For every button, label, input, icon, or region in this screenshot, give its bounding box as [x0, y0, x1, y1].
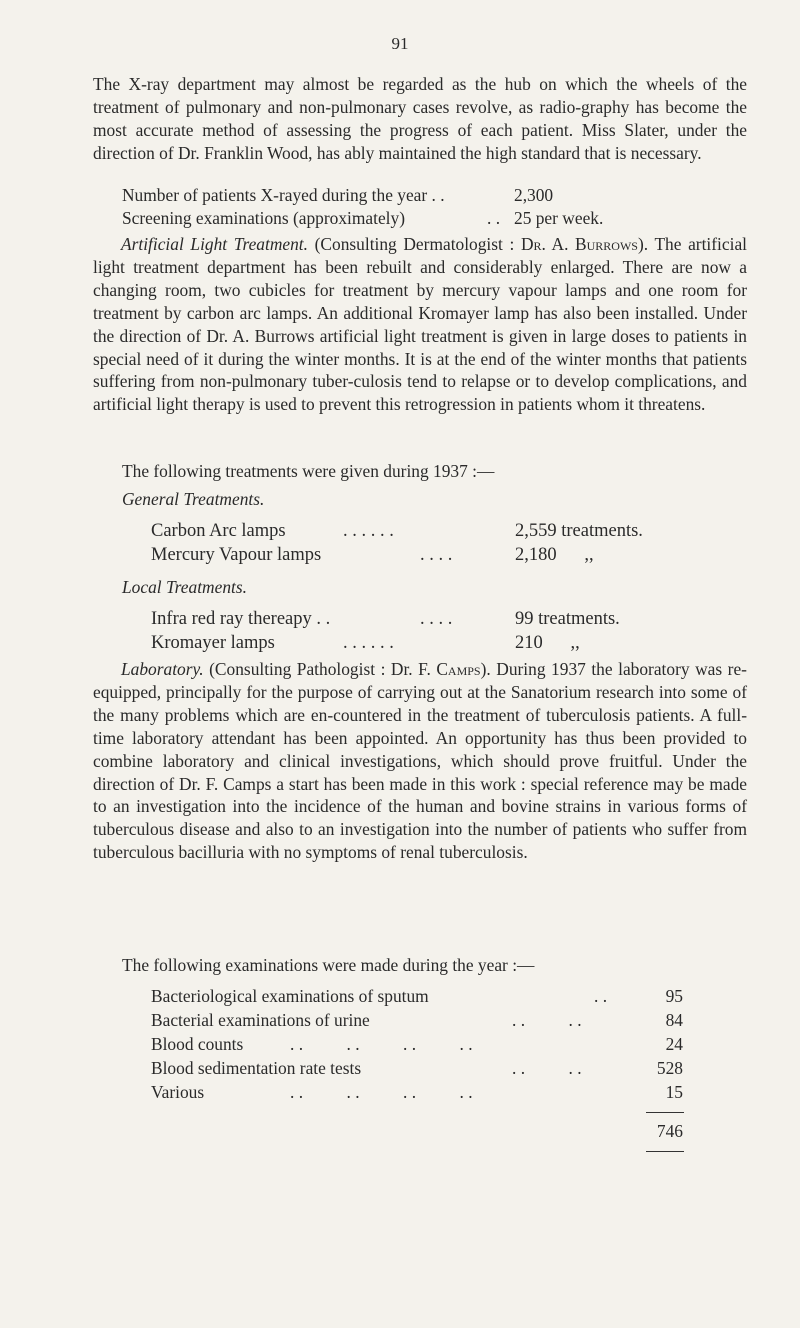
exam-row-label: Bacterial examinations of urine — [151, 1010, 370, 1030]
row-value: 2,559 treatments. — [515, 521, 643, 541]
row-dots: . . . . . . — [343, 633, 394, 653]
exam-row-value: 15 — [665, 1082, 683, 1102]
table-row — [151, 609, 330, 630]
xray-stat-screening-value: 25 per week. — [514, 208, 604, 228]
table-row — [151, 633, 275, 654]
exam-row-label: Various — [151, 1082, 205, 1102]
lab-section — [93, 658, 747, 864]
total-rule-bottom — [646, 1151, 684, 1152]
xray-paragraph: The X-ray department may almost be regarded as the hub on which the wheels of the treatment of pulmonary and non-pulmonary cases revolve, as radio-graphy has become the most accurate method of assessing the progress of each patient. Miss Slater, under the direction of Dr. Franklin Wood, has ably maintained the high standard that is necessary. — [93, 74, 747, 163]
page-number: 91 — [391, 34, 409, 53]
row-dots: . . . . — [420, 545, 453, 565]
exam-row-label: Blood counts — [151, 1034, 244, 1054]
exam-row-dots: . . . . . . . . — [290, 1034, 473, 1054]
row-label: Mercury Vapour lamps — [151, 545, 322, 565]
row-dots: . . . . — [420, 609, 453, 629]
stat-dots: . . — [487, 208, 501, 228]
consultant-name: Camps — [436, 659, 481, 679]
row-value: 99 treatments. — [515, 609, 620, 629]
consultant-prefix: (Consulting Pathologist : Dr. F. — [209, 659, 437, 679]
row-label: Carbon Arc lamps — [151, 521, 286, 541]
light-section — [93, 233, 747, 416]
xray-stat-patients — [122, 185, 445, 206]
exam-row-dots: . . . . — [512, 1010, 582, 1030]
section-heading: Laboratory. — [121, 659, 204, 679]
exam-row-dots: . . . . — [512, 1058, 582, 1078]
row-label: Infra red ray thereapy . . — [151, 609, 331, 629]
consultant-suffix: ). — [480, 659, 491, 679]
stat-label: Screening examinations (approximately) — [122, 208, 405, 228]
table-row — [151, 545, 321, 566]
section-heading: Artificial Light Treatment. — [121, 234, 308, 254]
local-treatments-heading: Local Treatments. — [122, 577, 247, 597]
table-row — [151, 521, 286, 542]
exam-total: 746 — [656, 1121, 683, 1141]
consultant-suffix: ). — [637, 234, 649, 254]
exam-row-label: Bacteriological examinations of sputum — [151, 986, 429, 1006]
exam-row-dots: . . . . . . . . — [290, 1082, 473, 1102]
xray-section — [93, 73, 747, 165]
general-treatments-heading: General Treatments. — [122, 489, 265, 509]
row-dots: . . . . . . — [343, 521, 394, 541]
row-value: 210 ,, — [515, 633, 580, 653]
exam-row-dots: . . — [594, 986, 608, 1006]
exam-row-value: 95 — [665, 986, 683, 1006]
xray-stat-screening — [122, 208, 405, 229]
lab-paragraph: During 1937 the laboratory was re-equipped, principally for the purpose of carrying out at the Sanatorium research into some of the many problems which are en-countered in the treatment of tuberculosis patients. A full-time laboratory attendant has been appointed. An opportunity has thus been provided to combine laboratory and clinical investigations, which should prove fruitful. Under the direction of Dr. F. Camps a start has been made in this work : special reference may be made to an investigation into the incidence of the human and bovine strains in various forms of tuberculous disease and also to an investigation into the number of patients who suffer from tuberculous bacilluria with no symptoms of renal tuberculosis. — [93, 659, 747, 863]
exam-row-label: Blood sedimentation rate tests — [151, 1058, 362, 1078]
xray-stat-patients-value: 2,300 — [514, 185, 554, 205]
row-value: 2,180 ,, — [515, 545, 594, 565]
row-label: Kromayer lamps — [151, 633, 275, 653]
exam-row-value: 528 — [656, 1058, 683, 1078]
lab-intro: The following examinations were made during the year :— — [122, 955, 535, 975]
total-rule-top — [646, 1112, 684, 1113]
consultant-name: Dr. A. Burrows — [520, 234, 638, 254]
exam-row-value: 24 — [665, 1034, 683, 1054]
light-paragraph: The artificial light treatment department has been rebuilt and considerably enlarged. There are now a changing room, two cubicles for treatment by mercury vapour lamps and one room for treatment by carbon arc lamps. An additional Kromayer lamp has also been installed. Under the direction of Dr. A. Burrows artificial light treatment is given in large doses to patients in special need of it during the winter months. It is at the end of the winter months that patients suffering from non-pulmonary tuber-culosis tend to relapse or to develop complications, and artificial light therapy is used to prevent this retrogression in patients whom it threatens. — [93, 234, 747, 415]
stat-label: Number of patients X-rayed during the year . . — [122, 185, 445, 205]
light-intro: The following treatments were given during 1937 :— — [122, 461, 495, 481]
consultant-prefix: (Consulting Dermatologist : — [314, 234, 521, 254]
exam-row-value: 84 — [665, 1010, 683, 1030]
